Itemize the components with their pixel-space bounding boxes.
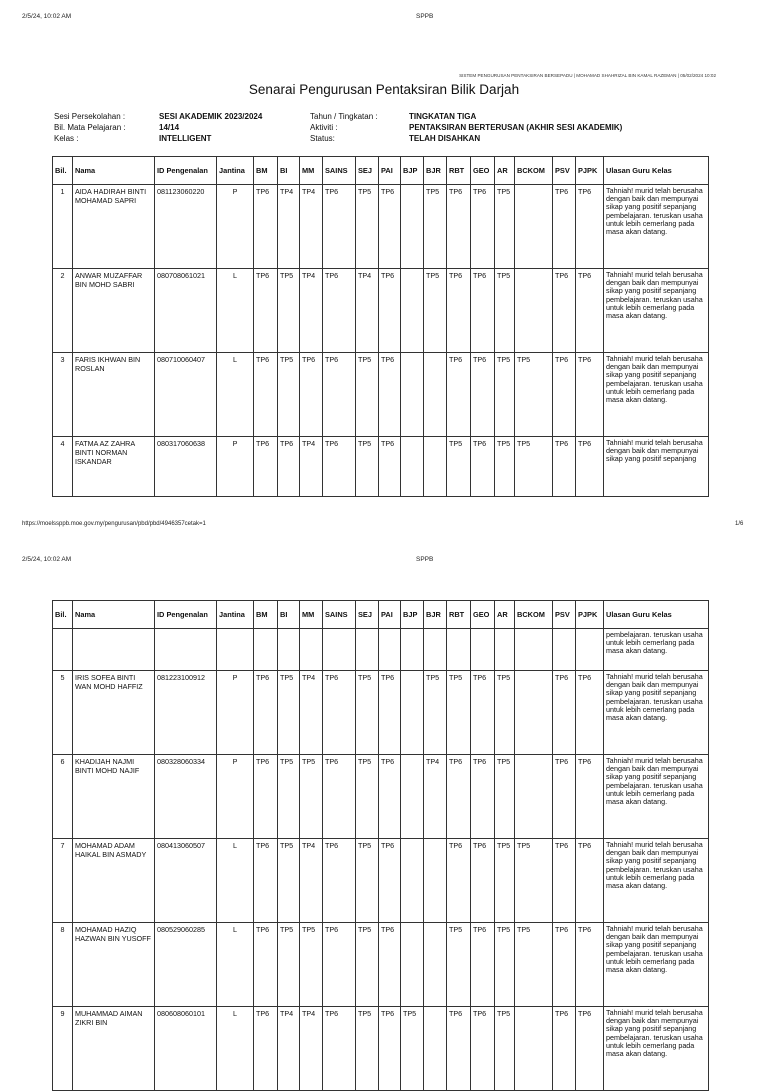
cell-empty	[576, 629, 604, 671]
cell-sej: TP5	[356, 353, 379, 437]
cell-ulasan: pembelajaran. teruskan usaha untuk lebih cemerlang pada masa akan datang.	[604, 629, 709, 671]
cell-bil: 7	[53, 839, 73, 923]
page2-table-clip	[0, 600, 768, 1059]
cell-mm: TP4	[300, 839, 323, 923]
cell-rbt: TP5	[447, 437, 471, 497]
cell-bi: TP4	[278, 1007, 300, 1091]
cell-ar: TP5	[495, 185, 515, 269]
cell-sains: TP6	[323, 353, 356, 437]
cell-mm: TP5	[300, 755, 323, 839]
cell-jantina: P	[217, 185, 254, 269]
cell-ar: TP5	[495, 755, 515, 839]
cell-bm: TP6	[254, 353, 278, 437]
cell-geo: TP6	[471, 923, 495, 1007]
cell-bm: TP6	[254, 185, 278, 269]
cell-sej: TP5	[356, 839, 379, 923]
cell-id: 080710060407	[155, 353, 217, 437]
cell-geo: TP6	[471, 839, 495, 923]
cell-mm: TP5	[300, 923, 323, 1007]
cell-sains: TP6	[323, 437, 356, 497]
table-row	[53, 269, 709, 353]
cell-empty	[515, 629, 553, 671]
cell-jantina: L	[217, 839, 254, 923]
cell-rbt: TP5	[447, 923, 471, 1007]
cell-sains: TP6	[323, 839, 356, 923]
cell-ulasan: Tahniah! murid telah berusaha dengan baik dan mempunyai sikap yang positif sepanjang pembelajaran. teruskan usaha untuk lebih cemerlang pada masa akan datang.	[604, 269, 709, 353]
footer-url[interactable]: https://moelssppb.moe.gov.my/pengurusan/pbd/pbd/4946357cetak=1	[22, 521, 206, 527]
column-header: Jantina	[217, 157, 254, 185]
cell-nama: MOHAMAD HAZIQ HAZWAN BIN YUSOFF	[73, 923, 155, 1007]
cell-bckom	[515, 185, 553, 269]
cell-psv: TP6	[553, 839, 576, 923]
cell-bi: TP5	[278, 755, 300, 839]
cell-ulasan: Tahniah! murid telah berusaha dengan baik dan mempunyai sikap yang positif sepanjang pembelajaran. teruskan usaha untuk lebih cemerlang pada masa akan datang.	[604, 839, 709, 923]
cell-id: 081123060220	[155, 185, 217, 269]
meta-row	[54, 133, 212, 144]
column-header: PSV	[553, 157, 576, 185]
cell-mm: TP4	[300, 437, 323, 497]
cell-sains: TP6	[323, 1007, 356, 1091]
cell-bi: TP5	[278, 923, 300, 1007]
cell-jantina: P	[217, 671, 254, 755]
table-row	[53, 437, 709, 497]
page-title: Senarai Pengurusan Pentaksiran Bilik Darjah	[248, 82, 520, 97]
cell-sej: TP5	[356, 755, 379, 839]
cell-bm: TP6	[254, 671, 278, 755]
cell-empty	[471, 629, 495, 671]
column-header: ID Pengenalan	[155, 601, 217, 629]
column-header: GEO	[471, 157, 495, 185]
table-row	[53, 671, 709, 755]
cell-id: 080317060638	[155, 437, 217, 497]
meta-label: Status:	[310, 134, 335, 143]
table-row	[53, 755, 709, 839]
cell-ulasan: Tahniah! murid telah berusaha dengan baik dan mempunyai sikap yang positif sepanjang pembelajaran. teruskan usaha untuk lebih cemerlang pada masa akan datang.	[604, 353, 709, 437]
cell-bil: 5	[53, 671, 73, 755]
cell-sej: TP5	[356, 185, 379, 269]
cell-bckom: TP5	[515, 839, 553, 923]
meta-row	[310, 122, 623, 133]
cell-sej: TP5	[356, 923, 379, 1007]
cell-jantina: P	[217, 437, 254, 497]
cell-bckom	[515, 1007, 553, 1091]
column-header: PAI	[379, 157, 401, 185]
cell-rbt: TP6	[447, 353, 471, 437]
cell-sains: TP6	[323, 923, 356, 1007]
cell-ar: TP5	[495, 437, 515, 497]
column-header: Ulasan Guru Kelas	[604, 601, 709, 629]
cell-pjpk: TP6	[576, 671, 604, 755]
meta-row	[54, 122, 180, 133]
cell-bjr	[424, 353, 447, 437]
cell-sains: TP6	[323, 269, 356, 353]
cell-geo: TP6	[471, 353, 495, 437]
cell-empty	[356, 629, 379, 671]
results-table-page1	[52, 156, 709, 497]
cell-sej: TP5	[356, 1007, 379, 1091]
meta-right	[310, 111, 623, 144]
cell-bjr	[424, 839, 447, 923]
cell-bm: TP6	[254, 923, 278, 1007]
cell-ulasan: Tahniah! murid telah berusaha dengan baik dan mempunyai sikap yang positif sepanjang pembelajaran. teruskan usaha untuk lebih cemerlang pada masa akan datang.	[604, 671, 709, 755]
meta-value: INTELLIGENT	[159, 134, 212, 143]
cell-empty	[495, 629, 515, 671]
cell-bm: TP6	[254, 437, 278, 497]
cell-sains: TP6	[323, 671, 356, 755]
cell-empty	[155, 629, 217, 671]
table-row	[53, 353, 709, 437]
cell-empty	[553, 629, 576, 671]
cell-empty	[73, 629, 155, 671]
column-header: ID Pengenalan	[155, 157, 217, 185]
cell-ulasan: Tahniah! murid telah berusaha dengan baik dan mempunyai sikap yang positif sepanjang pembelajaran. teruskan usaha untuk lebih cemerlang pada masa akan datang.	[604, 185, 709, 269]
column-header: SEJ	[356, 157, 379, 185]
column-header: SEJ	[356, 601, 379, 629]
cell-id: 080328060334	[155, 755, 217, 839]
meta-row	[310, 133, 481, 144]
meta-left	[54, 111, 263, 144]
table-row	[53, 923, 709, 1007]
cell-pjpk: TP6	[576, 437, 604, 497]
cell-ar: TP5	[495, 923, 515, 1007]
cell-jantina: L	[217, 923, 254, 1007]
column-header: BI	[278, 157, 300, 185]
column-header: BM	[254, 157, 278, 185]
cell-bjr	[424, 923, 447, 1007]
cell-psv: TP6	[553, 671, 576, 755]
cell-pai: TP6	[379, 671, 401, 755]
cell-empty	[53, 629, 73, 671]
cell-bil: 6	[53, 755, 73, 839]
cell-pai: TP6	[379, 839, 401, 923]
cell-psv: TP6	[553, 185, 576, 269]
results-table-page2	[52, 600, 709, 1091]
column-header: SAINS	[323, 157, 356, 185]
cell-bil: 1	[53, 185, 73, 269]
cell-bjp	[401, 671, 424, 755]
table-row	[53, 185, 709, 269]
footer-page-number: 1/6	[735, 521, 744, 527]
column-header: RBT	[447, 601, 471, 629]
meta-label: Sesi Persekolahan :	[54, 112, 126, 121]
cell-id: 080608060101	[155, 1007, 217, 1091]
column-header: Nama	[73, 601, 155, 629]
meta-value: 14/14	[159, 123, 180, 132]
table-row	[53, 1007, 709, 1091]
cell-nama: MUHAMMAD AIMAN ZIKRI BIN	[73, 1007, 155, 1091]
column-header: SAINS	[323, 601, 356, 629]
cell-bi: TP5	[278, 353, 300, 437]
table-row	[53, 839, 709, 923]
meta-value: TELAH DISAHKAN	[409, 134, 481, 143]
column-header: PSV	[553, 601, 576, 629]
cell-nama: IRIS SOFEA BINTI WAN MOHD HAFFIZ	[73, 671, 155, 755]
cell-pai: TP6	[379, 1007, 401, 1091]
cell-empty	[254, 629, 278, 671]
cell-empty	[323, 629, 356, 671]
cell-rbt: TP6	[447, 1007, 471, 1091]
column-header: AR	[495, 157, 515, 185]
cell-sej: TP5	[356, 671, 379, 755]
column-header: MM	[300, 601, 323, 629]
cell-nama: AIDA HADIRAH BINTI MOHAMAD SAPRI	[73, 185, 155, 269]
cell-rbt: TP6	[447, 839, 471, 923]
cell-ulasan: Tahniah! murid telah berusaha dengan baik dan mempunyai sikap yang positif sepanjang pembelajaran. teruskan usaha untuk lebih cemerlang pada masa akan datang.	[604, 1007, 709, 1091]
cell-psv: TP6	[553, 1007, 576, 1091]
cell-bm: TP6	[254, 269, 278, 353]
cell-bjr: TP5	[424, 671, 447, 755]
meta-value: PENTAKSIRAN BERTERUSAN (AKHIR SESI AKADEMIK)	[409, 123, 623, 132]
column-header: BCKOM	[515, 157, 553, 185]
cell-bjr	[424, 437, 447, 497]
cell-mm: TP4	[300, 269, 323, 353]
cell-ulasan: Tahniah! murid telah berusaha dengan baik dan mempunyai sikap yang positif sepanjang pembelajaran. teruskan usaha untuk lebih cemerlang pada masa akan datang.	[604, 755, 709, 839]
cell-sej: TP5	[356, 437, 379, 497]
column-header: PJPK	[576, 157, 604, 185]
cell-jantina: P	[217, 755, 254, 839]
cell-mm: TP4	[300, 185, 323, 269]
system-line: SISTEM PENGURUSAN PENTAKSIRAN BERSEPADU | MOHAMAD SHAHRIZAL BIN KAMAL RAZEMAN | 05/02/2024 10:02	[459, 73, 716, 78]
cell-id: 080708061021	[155, 269, 217, 353]
cell-pai: TP6	[379, 923, 401, 1007]
meta-row	[310, 111, 477, 122]
cell-rbt: TP6	[447, 185, 471, 269]
cell-bjp	[401, 923, 424, 1007]
meta-label: Aktiviti :	[310, 123, 338, 132]
cell-pai: TP6	[379, 353, 401, 437]
cell-geo: TP6	[471, 437, 495, 497]
cell-pai: TP6	[379, 185, 401, 269]
cell-id: 081223100912	[155, 671, 217, 755]
cell-pjpk: TP6	[576, 923, 604, 1007]
cell-ar: TP5	[495, 839, 515, 923]
cell-empty	[447, 629, 471, 671]
cell-nama: FARIS IKHWAN BIN ROSLAN	[73, 353, 155, 437]
cell-sains: TP6	[323, 755, 356, 839]
cell-bm: TP6	[254, 1007, 278, 1091]
cell-empty	[401, 629, 424, 671]
cell-sains: TP6	[323, 185, 356, 269]
cell-jantina: L	[217, 269, 254, 353]
cell-bil: 9	[53, 1007, 73, 1091]
cell-bjr	[424, 1007, 447, 1091]
cell-bi: TP6	[278, 437, 300, 497]
column-header: BM	[254, 601, 278, 629]
cell-nama: ANWAR MUZAFFAR BIN MOHD SABRI	[73, 269, 155, 353]
cell-ulasan: Tahniah! murid telah berusaha dengan baik dan mempunyai sikap yang positif sepanjang	[604, 437, 709, 497]
cell-jantina: L	[217, 1007, 254, 1091]
meta-row	[54, 111, 263, 122]
cell-geo: TP6	[471, 269, 495, 353]
cell-empty	[217, 629, 254, 671]
meta-value: SESI AKADEMIK 2023/2024	[159, 112, 263, 121]
cell-bil: 3	[53, 353, 73, 437]
cell-id: 080413060507	[155, 839, 217, 923]
cell-rbt: TP5	[447, 671, 471, 755]
column-header: BJR	[424, 157, 447, 185]
cell-bjp	[401, 437, 424, 497]
cell-bjr: TP5	[424, 269, 447, 353]
print-datetime: 2/5/24, 10:02 AM	[22, 13, 72, 20]
cell-pai: TP6	[379, 755, 401, 839]
column-header: BJR	[424, 601, 447, 629]
cell-bjr: TP5	[424, 185, 447, 269]
cell-bi: TP5	[278, 269, 300, 353]
cell-bckom	[515, 755, 553, 839]
cell-mm: TP4	[300, 1007, 323, 1091]
cell-pjpk: TP6	[576, 839, 604, 923]
cell-bckom: TP5	[515, 437, 553, 497]
cell-rbt: TP6	[447, 755, 471, 839]
cell-pjpk: TP6	[576, 755, 604, 839]
cell-empty	[278, 629, 300, 671]
cell-bm: TP6	[254, 755, 278, 839]
cell-bckom	[515, 671, 553, 755]
column-header: GEO	[471, 601, 495, 629]
cell-bckom: TP5	[515, 923, 553, 1007]
cell-jantina: L	[217, 353, 254, 437]
cell-geo: TP6	[471, 185, 495, 269]
cell-bm: TP6	[254, 839, 278, 923]
meta-label: Kelas :	[54, 134, 79, 143]
cell-bjp	[401, 755, 424, 839]
print-datetime-page2: 2/5/24, 10:02 AM	[22, 556, 72, 563]
cell-nama: FATMA AZ ZAHRA BINTI NORMAN ISKANDAR	[73, 437, 155, 497]
print-app-name-page2: SPPB	[416, 556, 434, 563]
column-header: BI	[278, 601, 300, 629]
cell-empty	[424, 629, 447, 671]
page1-table-clip	[0, 156, 768, 486]
column-header: AR	[495, 601, 515, 629]
cell-bil: 2	[53, 269, 73, 353]
cell-bjr: TP4	[424, 755, 447, 839]
column-header: Jantina	[217, 601, 254, 629]
cell-bckom	[515, 269, 553, 353]
cell-bi: TP4	[278, 185, 300, 269]
column-header: BJP	[401, 601, 424, 629]
table-row-continuation	[53, 629, 709, 671]
cell-bi: TP5	[278, 839, 300, 923]
cell-empty	[379, 629, 401, 671]
cell-bjp	[401, 185, 424, 269]
cell-bjp	[401, 269, 424, 353]
cell-pjpk: TP6	[576, 1007, 604, 1091]
column-header: PAI	[379, 601, 401, 629]
cell-pjpk: TP6	[576, 269, 604, 353]
cell-psv: TP6	[553, 437, 576, 497]
cell-geo: TP6	[471, 671, 495, 755]
cell-bil: 4	[53, 437, 73, 497]
column-header: Ulasan Guru Kelas	[604, 157, 709, 185]
cell-bjp	[401, 353, 424, 437]
cell-mm: TP4	[300, 671, 323, 755]
meta-label: Bil. Mata Pelajaran :	[54, 123, 126, 132]
cell-sej: TP4	[356, 269, 379, 353]
cell-nama: MOHAMAD ADAM HAIKAL BIN ASMADY	[73, 839, 155, 923]
cell-bjp: TP5	[401, 1007, 424, 1091]
cell-ar: TP5	[495, 1007, 515, 1091]
cell-geo: TP6	[471, 755, 495, 839]
cell-nama: KHADIJAH NAJMI BINTI MOHD NAJIF	[73, 755, 155, 839]
cell-ulasan: Tahniah! murid telah berusaha dengan baik dan mempunyai sikap yang positif sepanjang pembelajaran. teruskan usaha untuk lebih cemerlang pada masa akan datang.	[604, 923, 709, 1007]
meta-value: TINGKATAN TIGA	[409, 112, 477, 121]
column-header: BJP	[401, 157, 424, 185]
cell-pai: TP6	[379, 269, 401, 353]
column-header: Bil.	[53, 601, 73, 629]
column-header: MM	[300, 157, 323, 185]
column-header: Nama	[73, 157, 155, 185]
cell-geo: TP6	[471, 1007, 495, 1091]
column-header: PJPK	[576, 601, 604, 629]
cell-ar: TP5	[495, 269, 515, 353]
cell-psv: TP6	[553, 755, 576, 839]
cell-empty	[300, 629, 323, 671]
cell-id: 080529060285	[155, 923, 217, 1007]
cell-mm: TP6	[300, 353, 323, 437]
cell-pai: TP6	[379, 437, 401, 497]
cell-bckom: TP5	[515, 353, 553, 437]
table-header-row	[53, 157, 709, 185]
cell-bil: 8	[53, 923, 73, 1007]
cell-ar: TP5	[495, 353, 515, 437]
print-app-name: SPPB	[416, 13, 434, 20]
cell-ar: TP5	[495, 671, 515, 755]
cell-bi: TP5	[278, 671, 300, 755]
cell-psv: TP6	[553, 353, 576, 437]
cell-pjpk: TP6	[576, 353, 604, 437]
cell-psv: TP6	[553, 269, 576, 353]
cell-rbt: TP6	[447, 269, 471, 353]
cell-pjpk: TP6	[576, 185, 604, 269]
cell-psv: TP6	[553, 923, 576, 1007]
column-header: BCKOM	[515, 601, 553, 629]
meta-label: Tahun / Tingkatan :	[310, 112, 378, 121]
column-header: Bil.	[53, 157, 73, 185]
cell-bjp	[401, 839, 424, 923]
table-header-row	[53, 601, 709, 629]
column-header: RBT	[447, 157, 471, 185]
